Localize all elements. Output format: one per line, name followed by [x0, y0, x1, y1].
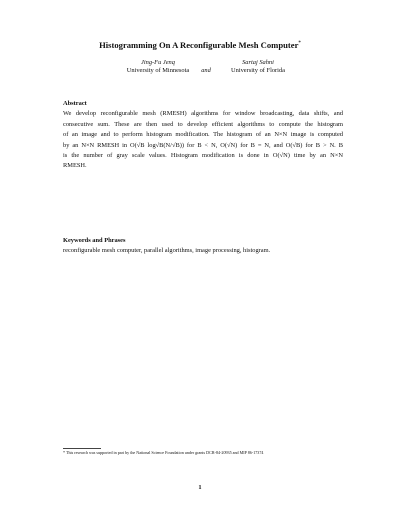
paper-title [0, 40, 400, 50]
abstract-line: by an N×N RMESH in O(√B log√B(N/√B)) for B < N, O(√N) for B = N, and O(√B) for B > N. B [63, 141, 343, 149]
title-footnote-mark: * [298, 41, 301, 47]
author-1 [112, 59, 204, 76]
author-and: and [201, 67, 211, 74]
footnote-rule [63, 448, 101, 449]
author-name: Sartaj Sahni [242, 59, 274, 66]
author-affiliation: University of Minnesota [126, 67, 190, 75]
footnote: * This research was supported in part by the National Science Foundation under grants DCR-84-20935 and MIP 86-17374 [63, 450, 264, 455]
author-affiliation: University of Florida [231, 67, 285, 75]
author-name: Jing-Fu Jenq [141, 59, 175, 66]
author-2 [212, 59, 304, 76]
abstract-line: is the number of gray scale values. Histogram modification is done in O(√N) time by an N×N [63, 152, 343, 160]
page-number: 1 [198, 484, 202, 491]
keywords-section [63, 236, 343, 257]
abstract-line: RMESH. [63, 162, 87, 170]
keywords-text: reconfigurable mesh computer, parallel algorithms, image processing, histogram. [63, 247, 271, 255]
abstract-line: consecutive sum. These are then used to develop efficient algorithms to compute the histogram [63, 120, 343, 128]
title-text: Histogramming On A Reconfigurable Mesh Computer [99, 40, 299, 50]
abstract-line: of an image and to perform histogram modification. The histogram of an N×N image is computed [63, 131, 343, 139]
keywords-heading: Keywords and Phrases [63, 237, 126, 244]
abstract-heading: Abstract [63, 100, 87, 107]
abstract-line: We develop reconfigurable mesh (RMESH) algorithms for window broadcasting, data shifts, and [63, 110, 343, 118]
abstract-section [63, 99, 343, 172]
abstract-body [63, 109, 343, 171]
